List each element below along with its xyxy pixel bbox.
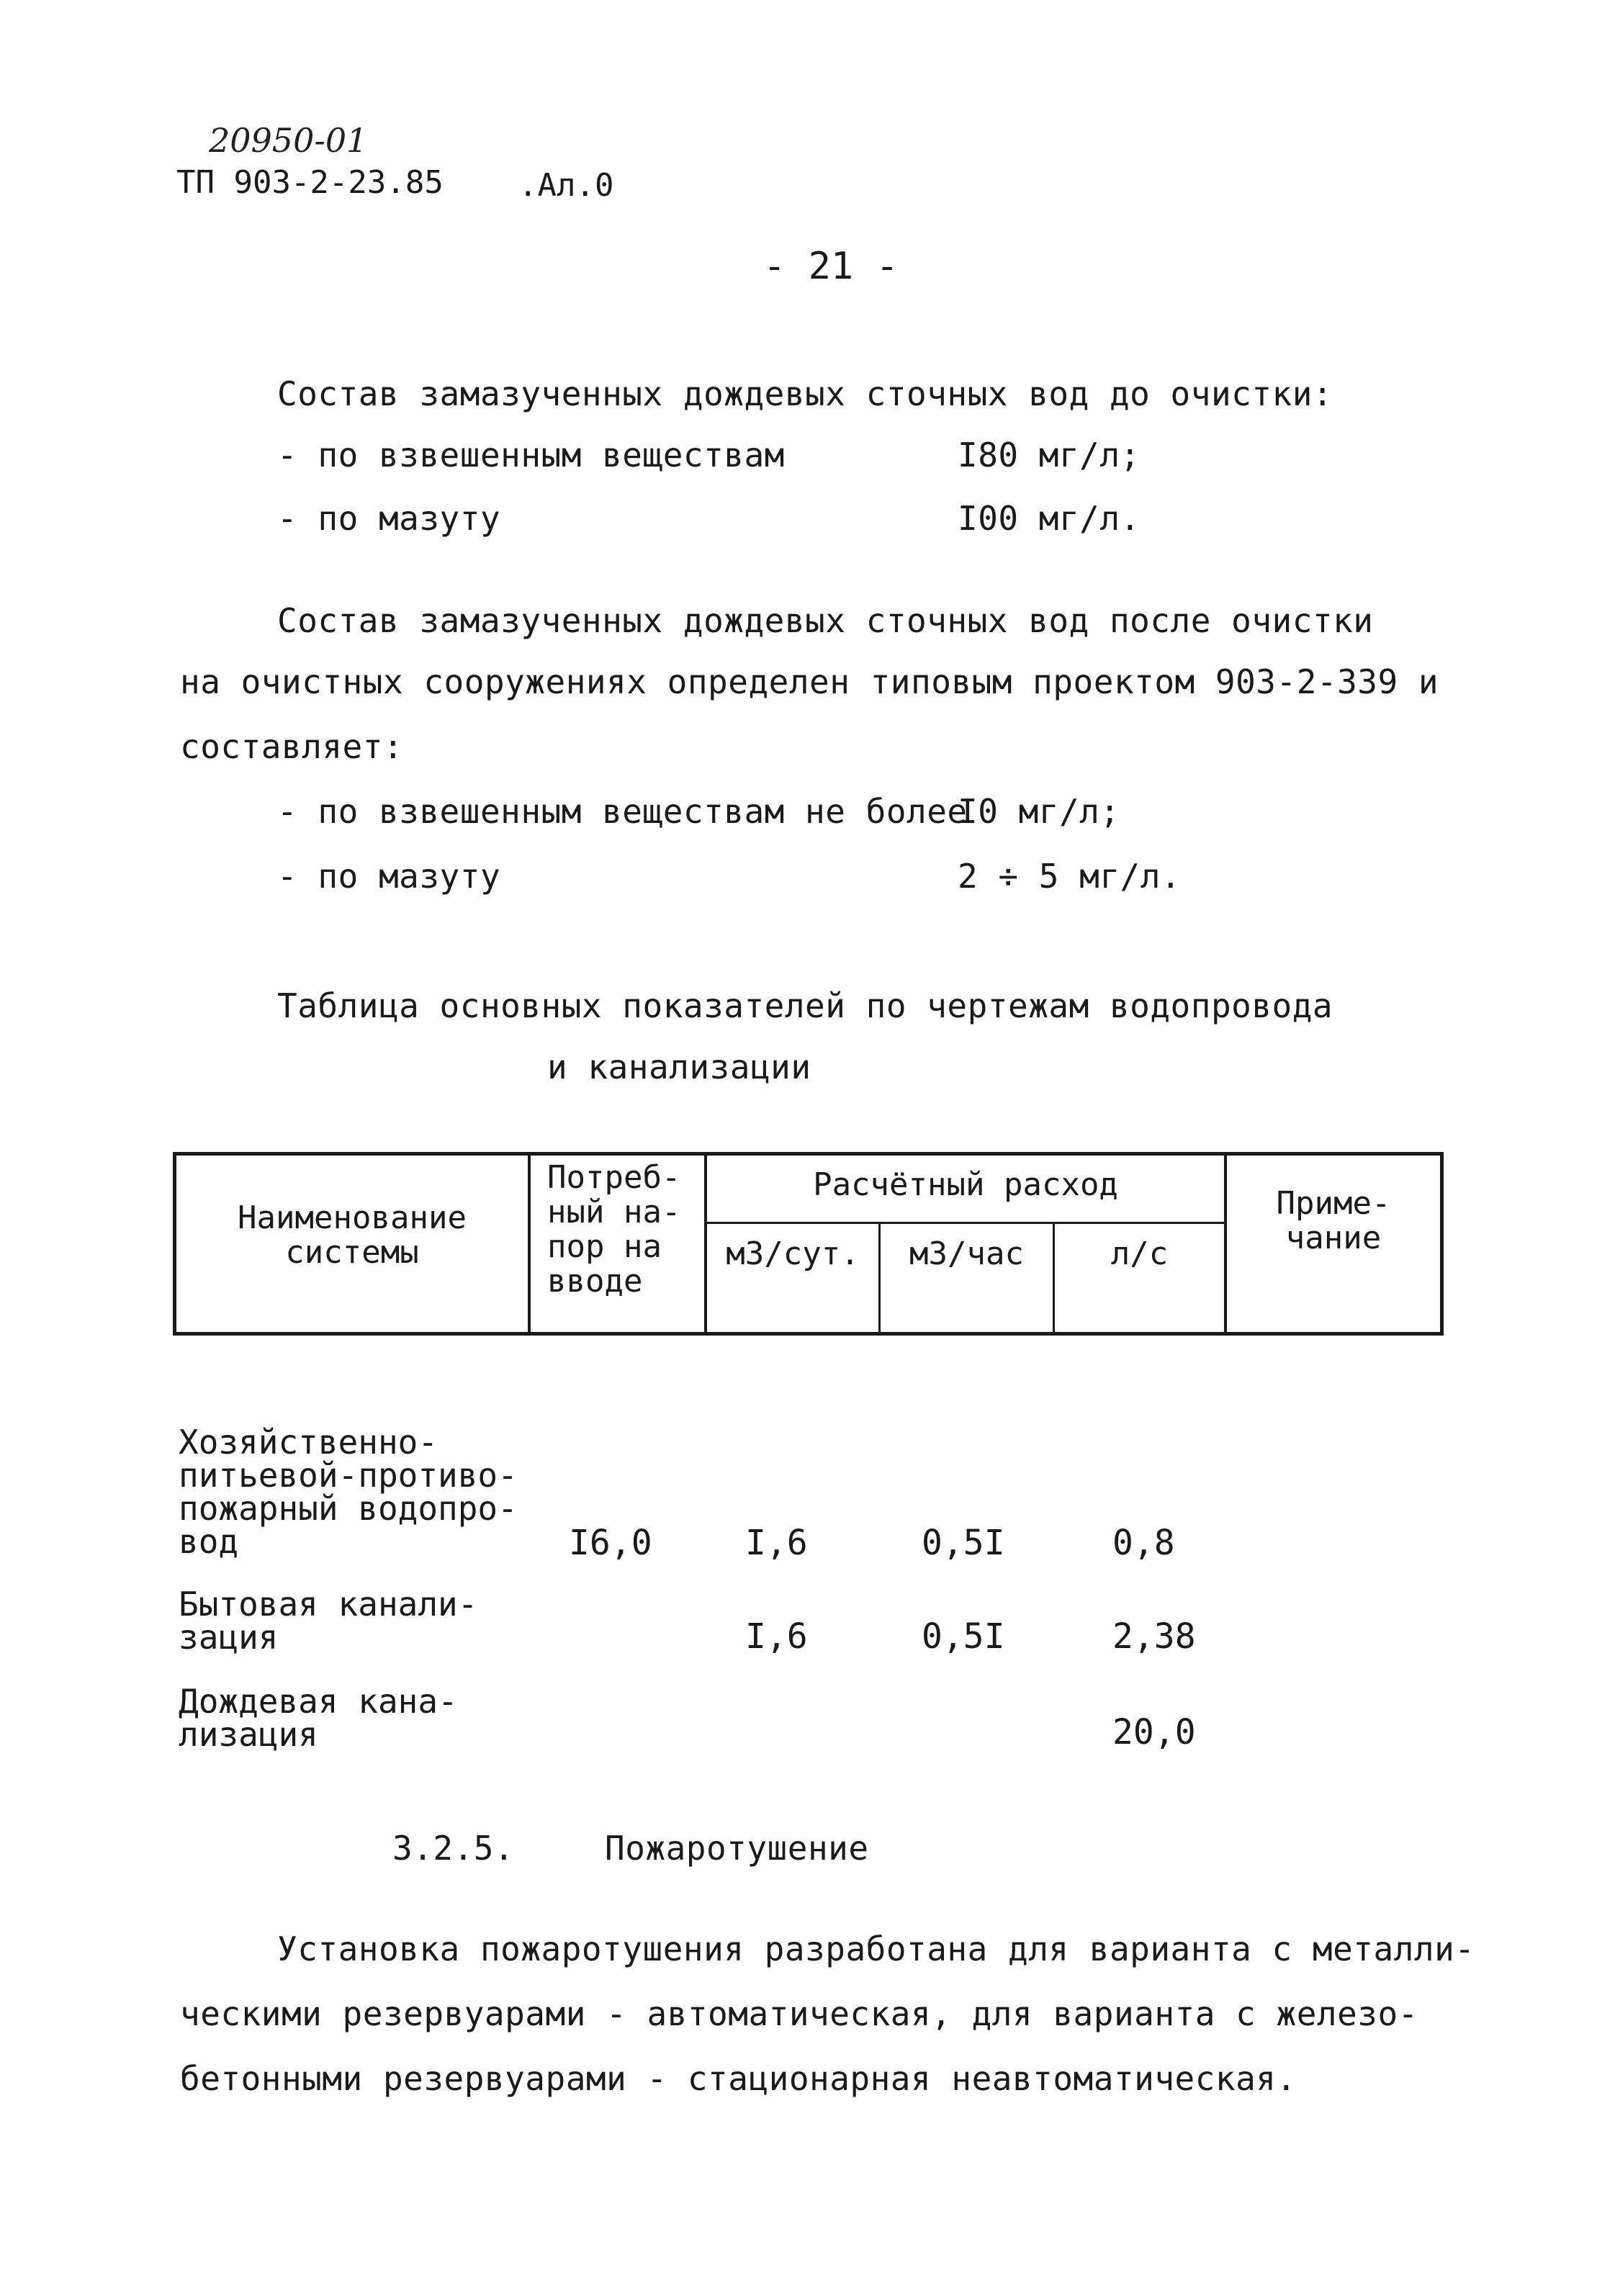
handwritten-code: 20950-01 [209, 121, 368, 160]
before-item-label-fuel-oil: - по мазуту [277, 499, 501, 538]
col-divider-name [528, 1152, 531, 1336]
page-number: - 21 - [763, 245, 899, 288]
section-text-line1: Установка пожаротушения разработана для варианта с металли- [277, 1930, 1475, 1968]
album-label: .Ал.0 [518, 167, 614, 204]
document-code: ТП 903-2-23.85 [176, 164, 444, 201]
row-2-name: Бытовая канали- зация [179, 1585, 478, 1657]
composition-after-line2: на очистных сооружениях определен типовым проектом 903-2-339 и [180, 662, 1439, 701]
row-1-pressure: I6,0 [569, 1523, 652, 1563]
before-item-label-suspended: - по взвешенным веществам [277, 436, 785, 474]
after-item-label-fuel-oil: - по мазуту [277, 857, 501, 896]
header-m3-hour: м3/час [909, 1235, 1024, 1272]
flow-subheader-divider [704, 1222, 1225, 1224]
section-text-line2: ческими резервуарами - автоматическая, для варианта с железо- [180, 1994, 1418, 2033]
composition-after-line1: Состав замазученных дождевых сточных вод после очистки [277, 601, 1374, 640]
table-top-border [173, 1152, 1444, 1156]
table-title-line1: Таблица основных показателей по чертежам водопровода [277, 986, 1333, 1025]
after-item-value-fuel-oil: 2 ÷ 5 мг/л. [958, 857, 1182, 896]
row-1-l-s: 0,8 [1112, 1523, 1175, 1563]
row-2-m3-hour: 0,5I [922, 1616, 1005, 1657]
header-pressure: Потреб- ный на- пор на вводе [547, 1159, 681, 1300]
section-number: 3.2.5. [392, 1829, 515, 1868]
after-item-value-suspended: I0 мг/л; [958, 792, 1120, 831]
composition-before-title: Состав замазученных дождевых сточных вод до очистки: [277, 374, 1333, 413]
after-item-label-suspended: - по взвешенным веществам не более [277, 792, 968, 831]
row-1-name: Хозяйственно- питьевой-противо- пожарный водопро- вод [179, 1423, 518, 1561]
row-2-m3-day: I,6 [745, 1616, 808, 1657]
before-item-value-suspended: I80 мг/л; [958, 436, 1141, 474]
composition-after-line3: составляет: [180, 727, 404, 766]
header-flow-group: Расчётный расход [813, 1166, 1118, 1203]
before-item-value-fuel-oil: I00 мг/л. [958, 499, 1141, 538]
table-title-line2: и канализации [547, 1048, 811, 1086]
header-system-name: Наименование системы [238, 1199, 467, 1271]
row-2-l-s: 2,38 [1112, 1616, 1196, 1657]
table-right-border [1440, 1152, 1444, 1336]
header-note: Приме- чание [1276, 1185, 1391, 1256]
header-m3-day: м3/сут. [726, 1235, 860, 1272]
table-bottom-border [173, 1332, 1444, 1336]
row-1-m3-day: I,6 [745, 1523, 808, 1563]
header-l-s: л/с [1110, 1235, 1169, 1272]
section-text-line3: бетонными резервуарами - стационарная неавтоматическая. [180, 2059, 1297, 2098]
row-3-name: Дождевая кана- лизация [179, 1682, 458, 1754]
row-1-m3-hour: 0,5I [922, 1523, 1005, 1563]
section-title: Пожаротушение [605, 1829, 869, 1868]
row-3-l-s: 20,0 [1112, 1712, 1196, 1752]
